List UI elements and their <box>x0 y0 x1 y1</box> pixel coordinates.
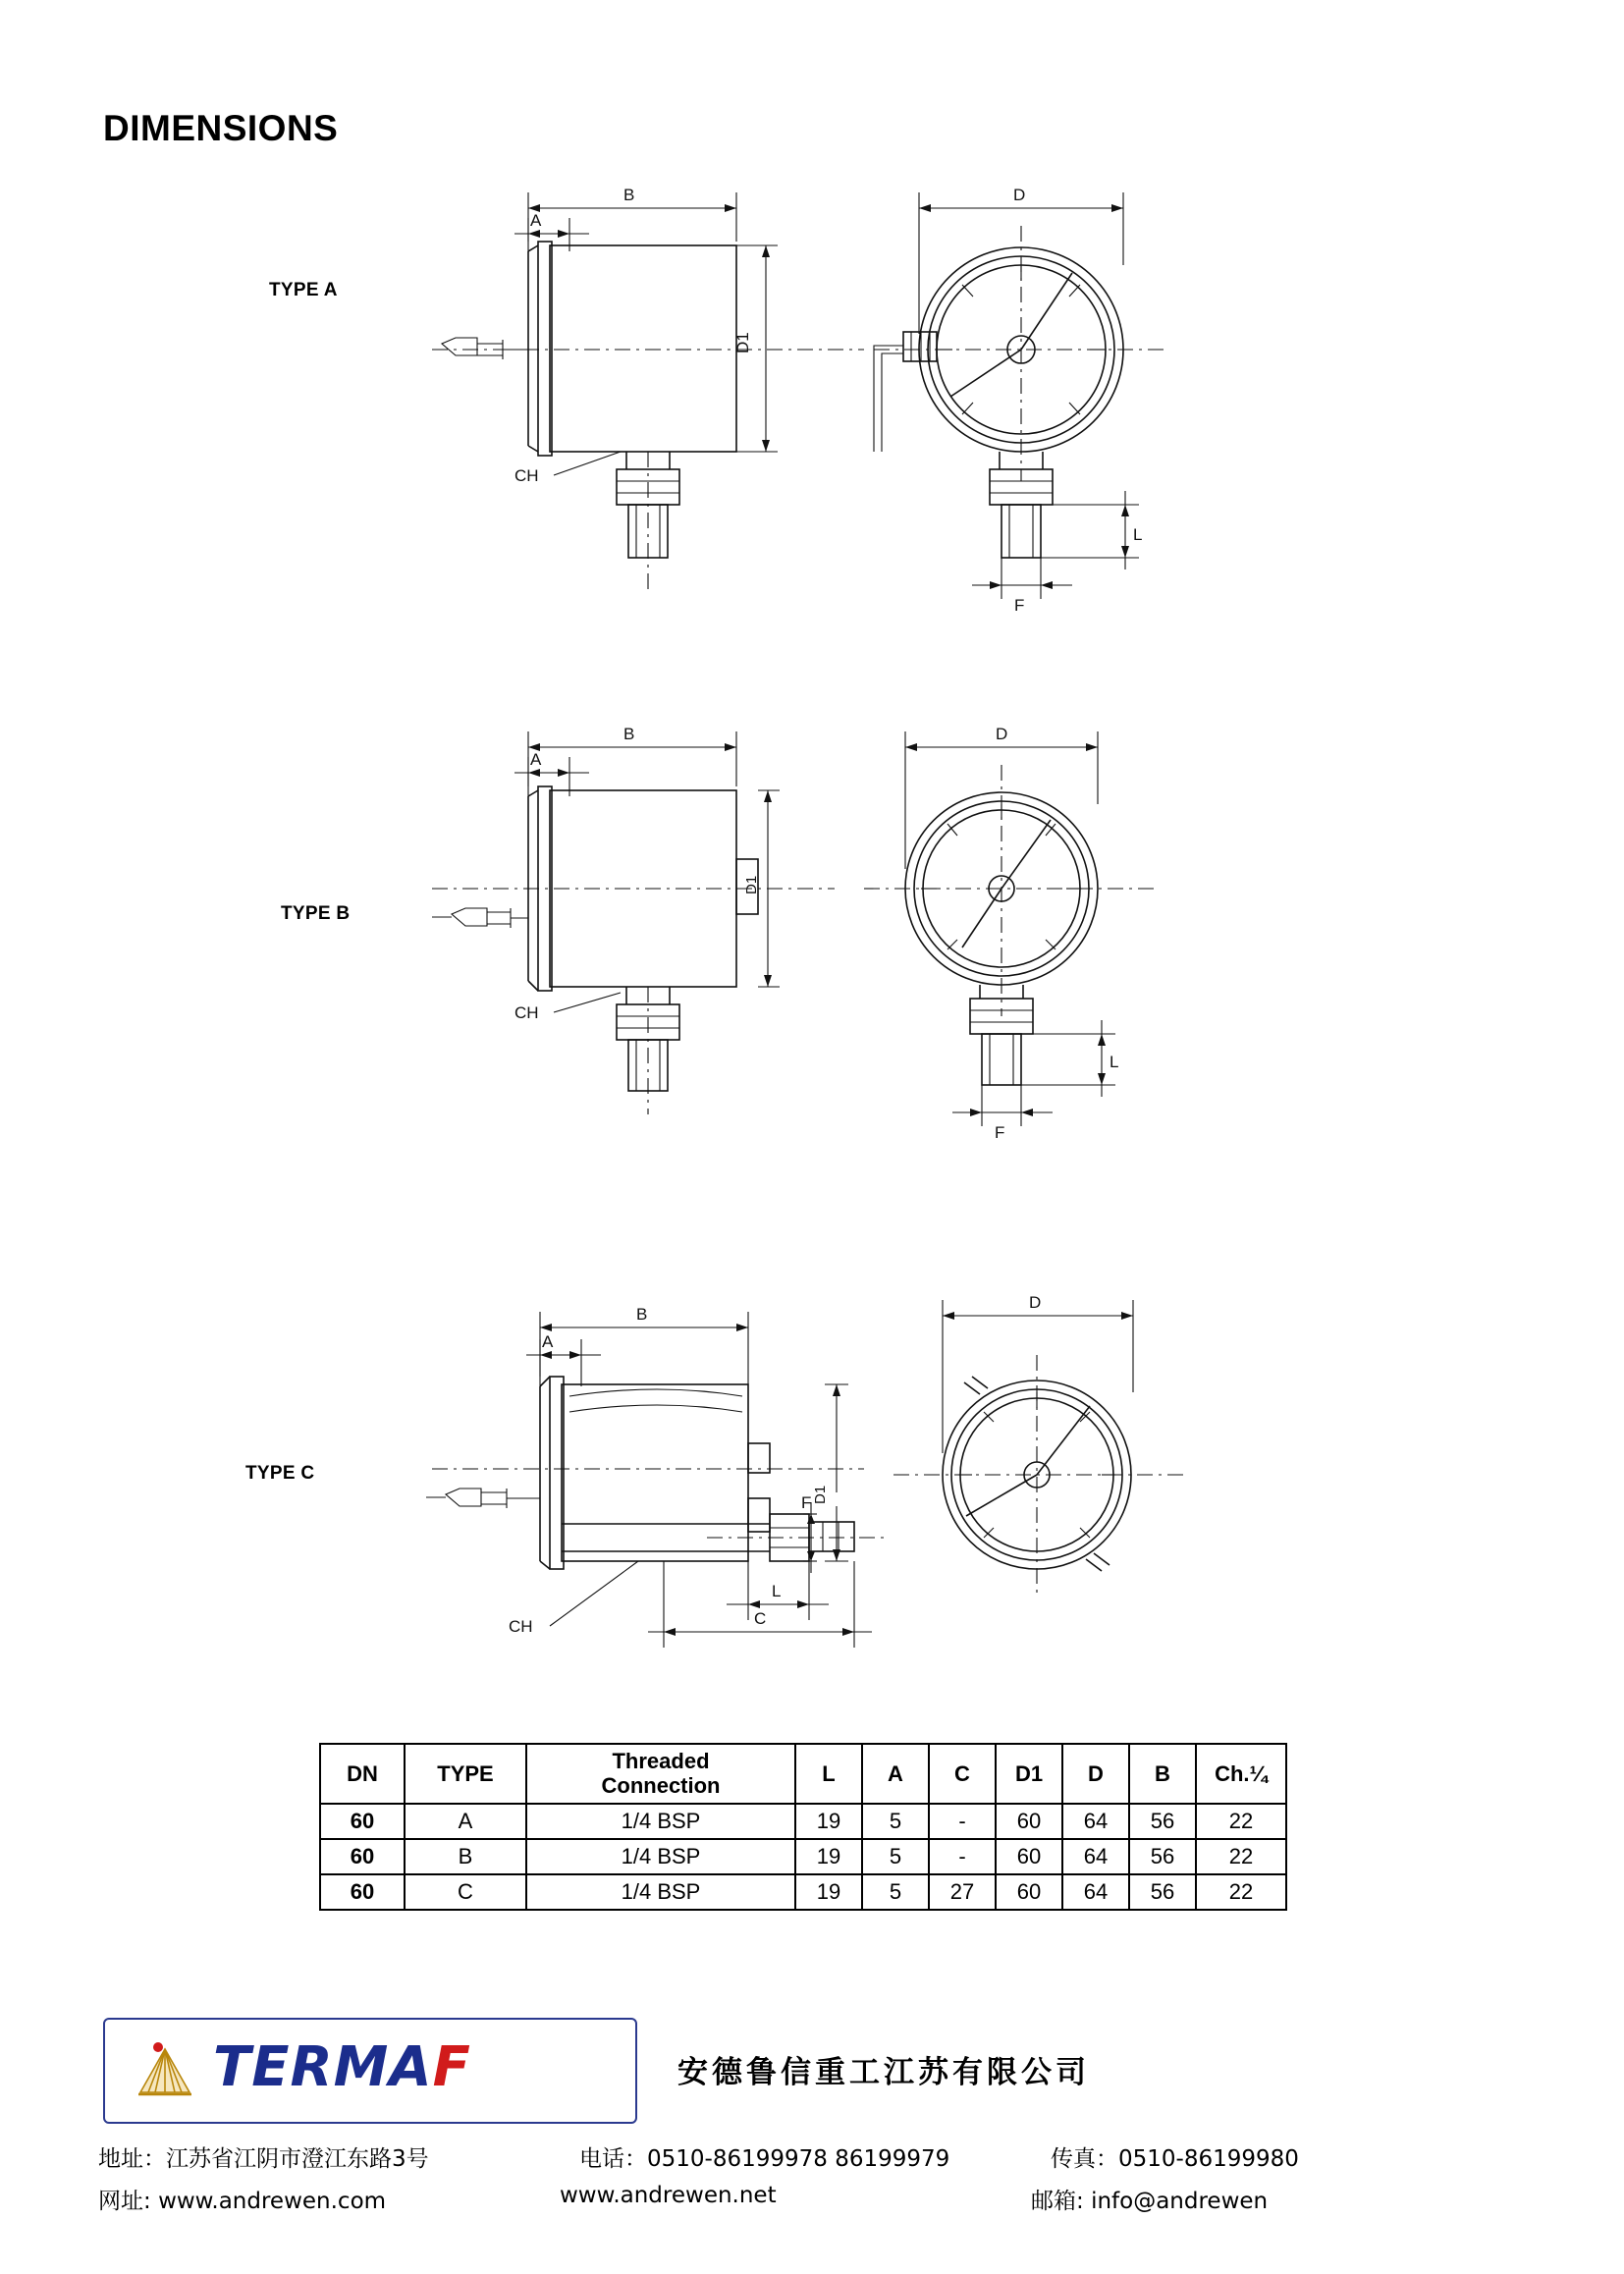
svg-text:C: C <box>754 1609 767 1628</box>
dimensions-table-wrapper <box>319 1743 1287 1911</box>
header-c: C <box>929 1744 996 1804</box>
header-a: A <box>862 1744 929 1804</box>
cell-ch: 22 <box>1196 1804 1286 1839</box>
logo-wordmark <box>213 2035 471 2099</box>
svg-text:D1: D1 <box>812 1485 829 1504</box>
type-a-label: TYPE A <box>269 280 338 300</box>
header-type: TYPE <box>405 1744 526 1804</box>
page-title: DIMENSIONS <box>103 108 339 148</box>
cell-b: 56 <box>1129 1839 1196 1874</box>
cell-c: 27 <box>929 1874 996 1910</box>
cell-a: 5 <box>862 1874 929 1910</box>
logo-text-accent: F <box>432 2035 471 2099</box>
svg-text:L: L <box>1133 525 1143 544</box>
svg-text:D1: D1 <box>733 332 752 353</box>
svg-text:A: A <box>542 1332 554 1351</box>
cell-d: 64 <box>1062 1874 1129 1910</box>
svg-text:CH: CH <box>509 1617 533 1636</box>
cell-b: 56 <box>1129 1874 1196 1910</box>
cell-l: 19 <box>795 1874 862 1910</box>
fax-value: 0510-86199980 <box>1118 2146 1299 2172</box>
svg-text:CH: CH <box>514 1003 539 1022</box>
cell-d1: 60 <box>996 1874 1062 1910</box>
svg-text:B: B <box>636 1305 648 1324</box>
cell-dn: 60 <box>320 1874 405 1910</box>
type-b-label: TYPE B <box>281 903 351 924</box>
svg-text:CH: CH <box>514 466 539 485</box>
dimensions-table <box>319 1743 1287 1911</box>
header-threaded-connection <box>526 1744 795 1804</box>
svg-text:F: F <box>995 1123 1005 1142</box>
cell-ch: 22 <box>1196 1839 1286 1874</box>
cell-thread: 1/4 BSP <box>526 1839 795 1874</box>
cell-l: 19 <box>795 1804 862 1839</box>
svg-text:A: A <box>530 750 542 769</box>
cell-ch: 22 <box>1196 1874 1286 1910</box>
address-value: 江苏省江阴市澄江东路3号 <box>166 2146 429 2172</box>
cell-c: - <box>929 1804 996 1839</box>
logo-box <box>103 2018 637 2124</box>
cell-c: - <box>929 1839 996 1874</box>
web-value[interactable]: www.andrewen.com <box>158 2189 387 2214</box>
logo-text-main: TERMA <box>213 2035 433 2099</box>
svg-text:F: F <box>801 1493 812 1512</box>
svg-text:D1: D1 <box>743 875 760 894</box>
email-label: 邮箱: <box>1031 2189 1084 2214</box>
cell-type: C <box>405 1874 526 1910</box>
cell-thread: 1/4 BSP <box>526 1874 795 1910</box>
svg-text:B: B <box>623 725 635 743</box>
fax-label: 传真： <box>1051 2146 1118 2172</box>
cell-d: 64 <box>1062 1804 1129 1839</box>
tel-value: 0510-86199978 86199979 <box>647 2146 950 2172</box>
cell-type: B <box>405 1839 526 1874</box>
svg-text:B: B <box>623 186 635 204</box>
header-threaded-line2: Connection <box>601 1773 721 1799</box>
cell-type: A <box>405 1804 526 1839</box>
type-a-drawing <box>412 157 1188 668</box>
svg-text:D: D <box>996 725 1008 743</box>
tel-label: 电话： <box>579 2146 647 2172</box>
svg-text:D: D <box>1029 1293 1042 1312</box>
table-row <box>320 1874 1286 1910</box>
table-row <box>320 1839 1286 1874</box>
cell-dn: 60 <box>320 1839 405 1874</box>
type-c-drawing <box>412 1267 1188 1708</box>
svg-text:L: L <box>772 1582 782 1600</box>
header-dn: DN <box>320 1744 405 1804</box>
footer-contact <box>98 2140 1532 2225</box>
svg-text:A: A <box>530 211 542 230</box>
cell-dn: 60 <box>320 1804 405 1839</box>
email-value[interactable]: info@andrewen <box>1091 2189 1269 2214</box>
cell-b: 56 <box>1129 1804 1196 1839</box>
cell-d: 64 <box>1062 1839 1129 1874</box>
header-l: L <box>795 1744 862 1804</box>
web-label: 网址: <box>98 2189 151 2214</box>
type-b-drawing <box>412 702 1188 1173</box>
cell-l: 19 <box>795 1839 862 1874</box>
header-threaded-line1: Threaded <box>612 1749 710 1773</box>
header-ch: Ch.¼ <box>1196 1744 1286 1804</box>
table-header-row <box>320 1744 1286 1804</box>
svg-text:L: L <box>1110 1053 1119 1071</box>
header-b: B <box>1129 1744 1196 1804</box>
company-name-cn: 安德鲁信重工江苏有限公司 <box>677 2055 1090 2090</box>
cell-d1: 60 <box>996 1804 1062 1839</box>
table-row <box>320 1804 1286 1839</box>
header-d1: D1 <box>996 1744 1062 1804</box>
type-c-label: TYPE C <box>245 1463 315 1484</box>
cell-a: 5 <box>862 1839 929 1874</box>
cell-thread: 1/4 BSP <box>526 1804 795 1839</box>
header-d: D <box>1062 1744 1129 1804</box>
svg-text:D: D <box>1013 186 1026 204</box>
web-value-2[interactable]: www.andrewen.net <box>560 2183 777 2208</box>
address-label: 地址： <box>98 2146 166 2172</box>
sun-logo-icon <box>129 2033 201 2106</box>
svg-text:F: F <box>1014 596 1025 615</box>
cell-d1: 60 <box>996 1839 1062 1874</box>
cell-a: 5 <box>862 1804 929 1839</box>
